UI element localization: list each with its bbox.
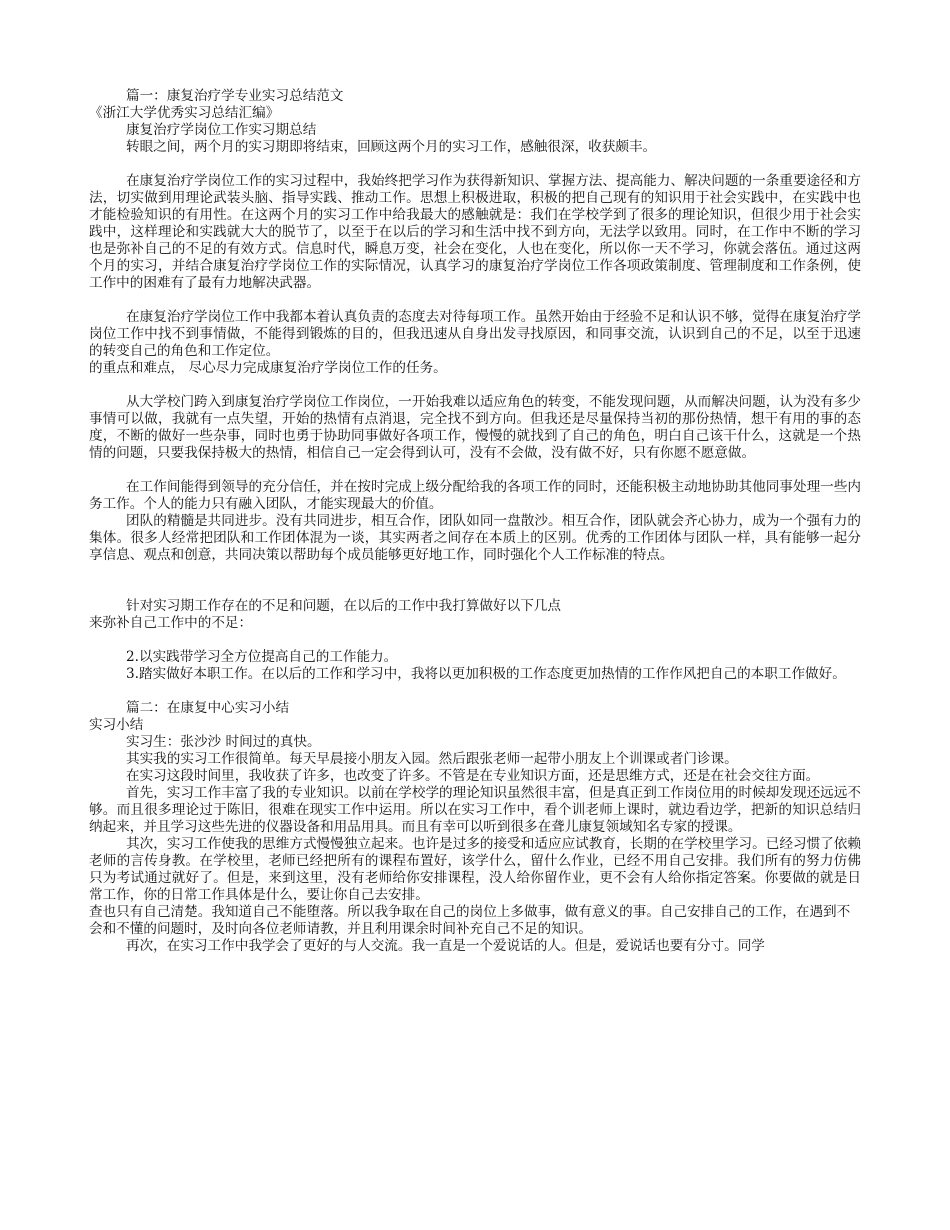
paragraph-second: 其次，实习工作使我的思维方式慢慢独立起来。也许是过多的接受和适应应试教育，长期的在学校里学习。已经习惯了依赖老师的言传身教。在学校里，老师已经把所有的课程布置好，该学什么，留什么作业，已经不用自己安排。我们所有的努力仿佛只为考试通过就好了。但是，来到这里，没有老师给你安排课程，没人给你留作业，更不会有人给你指定答案。你要做的就是日常工作，你的日常工作具体是什么，要让你自己去安排。: [89, 836, 861, 903]
paragraph-gains: 在实习这段时间里，我收获了许多，也改变了许多。不管是在专业知识方面，还是思维方式，还是在社会交往方面。: [126, 768, 820, 784]
paragraph-teamwork: 团队的精髓是共同进步。没有共同进步，相互合作，团队如同一盘散沙。相互合作，团队就会齐心协力，成为一个强有力的集体。很多人经常把团队和工作团体混为一谈，其实两者之间存在本质上的区别。优秀的工作团体与团队一样，具有能够一起分享信息、观点和创意，共同决策以帮助每个成员能够更好地工作，同时强化个人工作标准的特点。: [89, 513, 861, 563]
paragraph-daily-work: 其实我的实习工作很简单。每天早晨接小朋友入园。然后跟张老师一起带小朋友上个训课或者门诊课。: [126, 751, 738, 767]
paragraph-first: 首先，实习工作丰富了我的专业知识。以前在学校学的理论知识虽然很丰富，但是真正到工作岗位用的时候却发现还远远不够。而且很多理论过于陈旧，很难在现实工作中运用。所以在实习工作中，看个训老师上课时，就边看边学，把新的知识总结归纳起来，并且学习这些先进的仪器设备和用品用具。而且有幸可以听到很多在聋儿康复领域知名专家的授课。: [89, 785, 861, 835]
heading-part-one: 篇一：康复治疗学专业实习总结范文: [126, 88, 344, 104]
plan-item-3: 3.踏实做好本职工作。在以后的工作和学习中，我将以更加积极的工作态度更加热情的工作作风把自己的本职工作做好。: [126, 666, 846, 682]
paragraph-learning: 在康复治疗学岗位工作的实习过程中，我始终把学习作为获得新知识、掌握方法、提高能力、解决问题的一条重要途径和方法，切实做到用理论武装头脑、指导实践、推动工作。思想上积极进取，积极的把自己现有的知识用于社会实践中，在实践中也才能检验知识的有用性。在这两个月的实习工作中给我最大的感触就是：我们在学校学到了很多的理论知识，但很少用于社会实践中，这样理论和实践就大大的脱节了，以至于在以后的学习和生活中找不到方向，无法学以致用。同时，在工作中不断的学习也是弥补自己的不足的有效方式。信息时代，瞬息万变，社会在变化，人也在变化，所以你一天不学习，你就会落伍。通过这两个月的实习，并结合康复治疗学岗位工作的实际情况，认真学习的康复治疗学岗位工作各项政策制度、管理制度和工作条例，使工作中的困难有了最有力地解决武器。: [89, 173, 861, 291]
subheading-internship-summary: 实习小结: [89, 717, 144, 733]
paragraph-adaptation: 从大学校门跨入到康复治疗学岗位工作岗位，一开始我难以适应角色的转变，不能发现问题，从而解决问题，认为没有多少事情可以做，我就有一点失望，开始的热情有点消退，完全找不到方向。但我还是尽量保持当初的那份热情，想干有用的事的态度，不断的做好一些杂事，同时也勇于协助同事做好各项工作，慢慢的就找到了自己的角色，明白自己该干什么，这就是一个热情的问题，只要我保持极大的热情，相信自己一定会得到认可，没有不会做，没有做不好，只有你愿不愿意做。: [89, 394, 861, 461]
paragraph-attitude: 在康复治疗学岗位工作中我都本着认真负责的态度去对待每项工作。虽然开始由于经验不足和认识不够，觉得在康复治疗学岗位工作中找不到事情做，不能得到锻炼的目的，但我迅速从自身出发寻找原因，和同事交流，认识到自己的不足，以至于迅速的转变自己的角色和工作定位。: [89, 309, 861, 359]
paragraph-plan-continued: 来弥补自己工作中的不足：: [89, 615, 253, 631]
paragraph-trust: 在工作间能得到领导的充分信任，并在按时完成上级分配给我的各项工作的同时，还能积极主动地协助其他同事处理一些内务工作。个人的能力只有融入团队，才能实现最大的价值。: [89, 479, 861, 512]
plan-item-2: 2.以实践带学习全方位提高自己的工作能力。: [126, 649, 398, 665]
intern-line: 实习生：张沙沙 时间过的真快。: [126, 734, 321, 750]
summary-title: 康复治疗学岗位工作实习期总结: [126, 122, 317, 138]
paragraph-intro: 转眼之间，两个月的实习期即将结束，回顾这两个月的实习工作，感触很深，收获颇丰。: [126, 139, 657, 155]
collection-title: 《浙江大学优秀实习总结汇编》: [89, 105, 280, 121]
heading-part-two: 篇二：在康复中心实习小结: [126, 700, 290, 716]
document-body: [89, 88, 861, 955]
paragraph-third: 再次，在实习工作中我学会了更好的与人交流。我一直是一个爱说话的人。但是，爱说话也要有分寸。同学: [126, 938, 765, 954]
paragraph-second-continued: 查也只有自己清楚。我知道自己不能堕落。所以我争取在自己的岗位上多做事，做有意义的事。自己安排自己的工作，在遇到不会和不懂的问题时，及时向各位老师请教，并且利用课余时间补充自己不足的知识。: [89, 904, 851, 937]
paragraph-attitude-continued: 的重点和难点， 尽心尽力完成康复治疗学岗位工作的任务。: [89, 360, 447, 376]
paragraph-plan: 针对实习期工作存在的不足和问题，在以后的工作中我打算做好以下几点: [126, 598, 561, 614]
